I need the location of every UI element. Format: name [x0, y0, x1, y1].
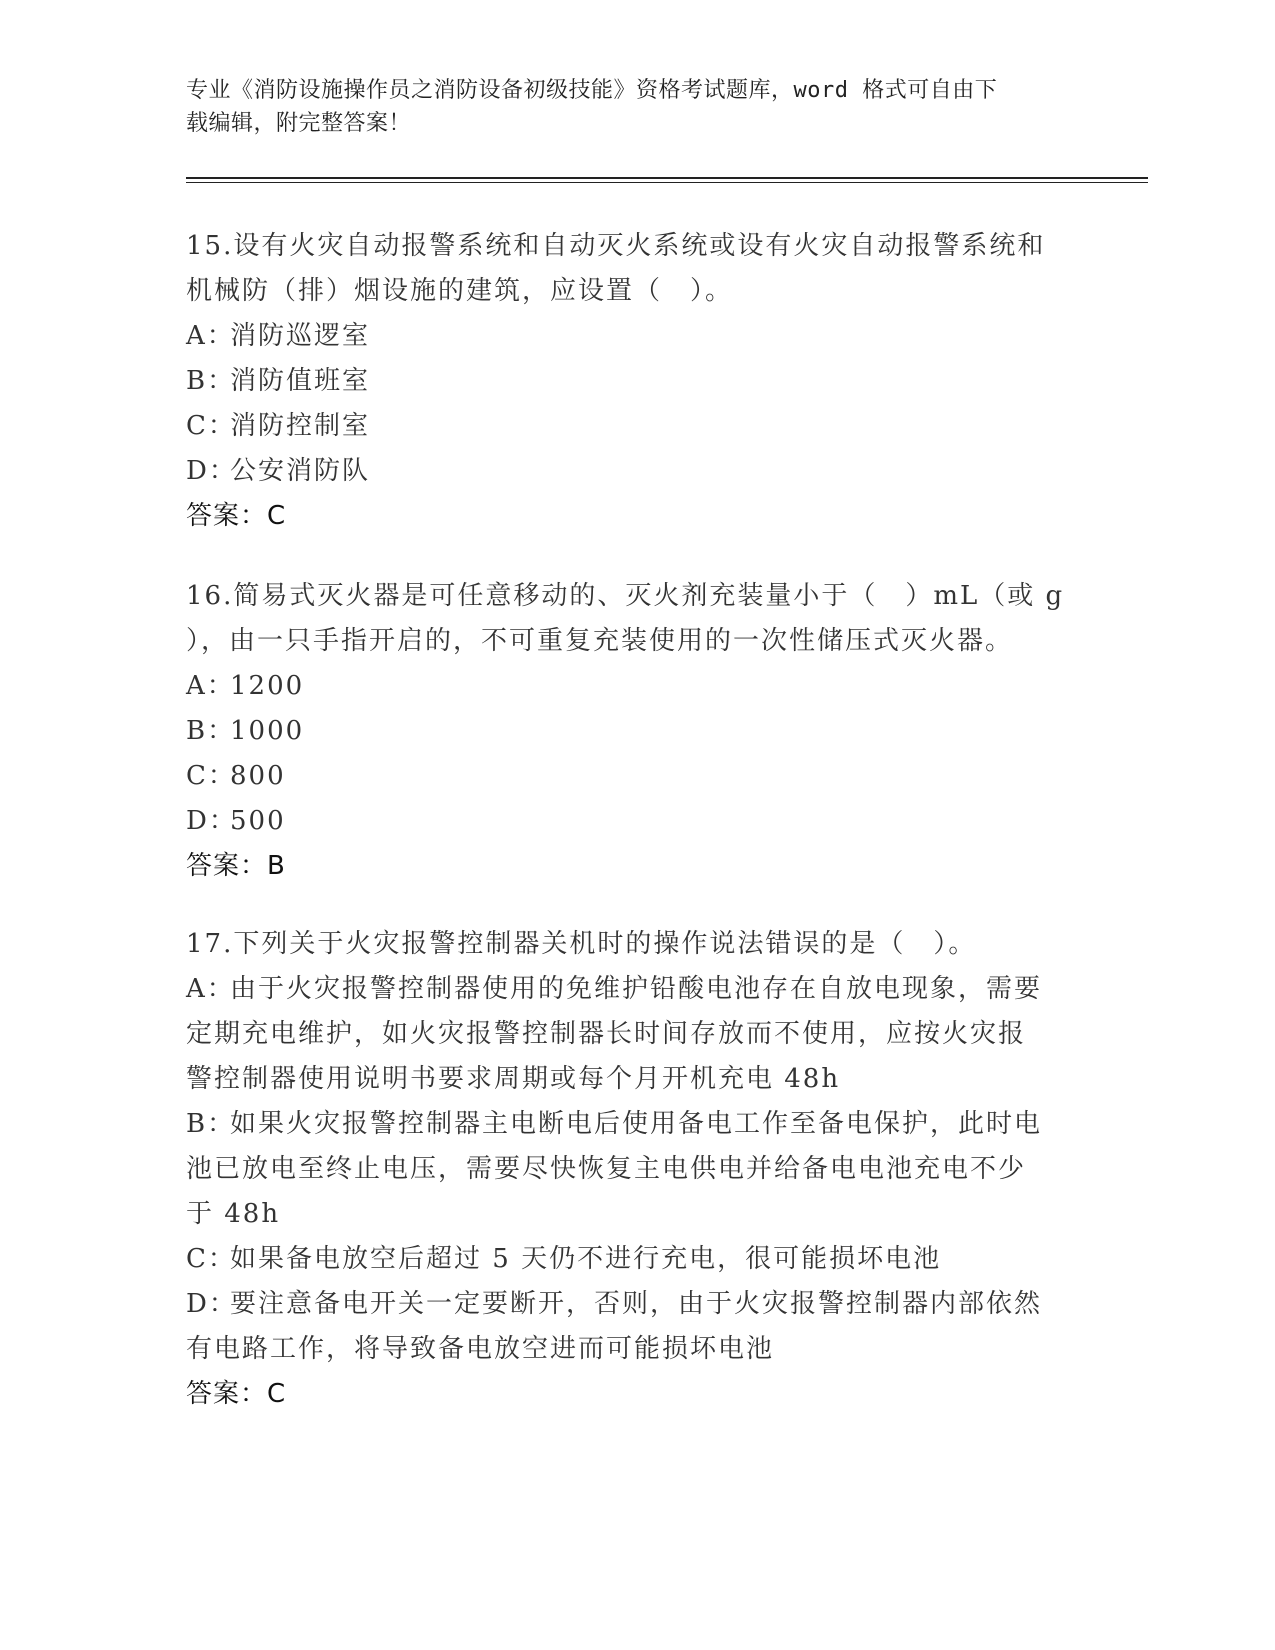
option-label: B： — [186, 716, 236, 746]
question-stem — [186, 224, 1086, 314]
header-line-2: 载编辑，附完整答案！ — [186, 111, 412, 136]
option-label: B： — [186, 1109, 236, 1139]
answer: 答案：C — [186, 1379, 287, 1409]
option-d — [186, 799, 1086, 844]
option-label: A： — [186, 974, 235, 1004]
option-c — [186, 404, 1086, 449]
option-text: 警控制器使用说明书要求周期或每个月开机充电 48h — [186, 1064, 841, 1094]
option-label: C： — [186, 411, 236, 441]
option-text: 公安消防队 — [230, 456, 371, 486]
option-text: 消防控制室 — [230, 411, 371, 441]
header-divider — [186, 177, 1148, 179]
option-label: B： — [186, 366, 236, 396]
option-text: 有电路工作，将导致备电放空进而可能损坏电池 — [186, 1334, 775, 1364]
option-a — [186, 664, 1086, 709]
option-label: C： — [186, 761, 236, 791]
option-label: D： — [186, 1289, 237, 1319]
option-a — [186, 314, 1086, 359]
document-header — [186, 74, 1066, 140]
option-c — [186, 754, 1086, 799]
header-line-1: 专业《消防设施操作员之消防设备初级技能》资格考试题库，word 格式可自由下 — [186, 78, 998, 103]
option-label: C： — [186, 1244, 236, 1274]
question-16 — [186, 574, 1086, 889]
option-b — [186, 709, 1086, 754]
option-text: 消防巡逻室 — [230, 321, 371, 351]
option-text: 800 — [230, 761, 286, 791]
option-text: 如果火灾报警控制器主电断电后使用备电工作至备电保护，此时电 — [230, 1109, 1043, 1139]
option-c — [186, 1237, 1086, 1282]
stem-line: 17.下列关于火灾报警控制器关机时的操作说法错误的是（ ）。 — [186, 929, 977, 959]
option-d — [186, 449, 1086, 494]
stem-line: 15.设有火灾自动报警系统和自动灭火系统或设有火灾自动报警系统和 — [186, 231, 1046, 261]
question-15 — [186, 224, 1086, 539]
option-b — [186, 359, 1086, 404]
option-label: A： — [186, 671, 235, 701]
option-label: D： — [186, 806, 237, 836]
stem-line: 16.简易式灭火器是可任意移动的、灭火剂充装量小于（ ）mL（或 g — [186, 581, 1065, 611]
question-17 — [186, 922, 1086, 1417]
option-text: 池已放电至终止电压，需要尽快恢复主电供电并给备电电池充电不少 — [186, 1154, 1027, 1184]
option-text: 定期充电维护，如火灾报警控制器长时间存放而不使用，应按火灾报 — [186, 1019, 1027, 1049]
answer: 答案：B — [186, 851, 286, 881]
option-a — [186, 967, 1086, 1102]
header-divider-thin — [186, 182, 1148, 183]
option-text: 如果备电放空后超过 5 天仍不进行充电，很可能损坏电池 — [230, 1244, 942, 1274]
option-label: A： — [186, 321, 235, 351]
option-text: 于 48h — [186, 1199, 281, 1229]
stem-line: ），由一只手指开启的，不可重复充装使用的一次性储压式灭火器。 — [186, 626, 1014, 656]
option-text: 要注意备电开关一定要断开，否则，由于火灾报警控制器内部依然 — [230, 1289, 1043, 1319]
option-text: 1200 — [230, 671, 305, 701]
option-d — [186, 1282, 1086, 1372]
option-text: 1000 — [230, 716, 305, 746]
option-text: 500 — [230, 806, 286, 836]
stem-line: 机械防（排）烟设施的建筑，应设置（ ）。 — [186, 276, 734, 306]
option-label: D： — [186, 456, 237, 486]
question-stem — [186, 574, 1086, 664]
question-stem — [186, 922, 1086, 967]
option-text: 消防值班室 — [230, 366, 371, 396]
option-text: 由于火灾报警控制器使用的免维护铅酸电池存在自放电现象，需要 — [230, 974, 1043, 1004]
option-b — [186, 1102, 1086, 1237]
answer: 答案：C — [186, 501, 287, 531]
